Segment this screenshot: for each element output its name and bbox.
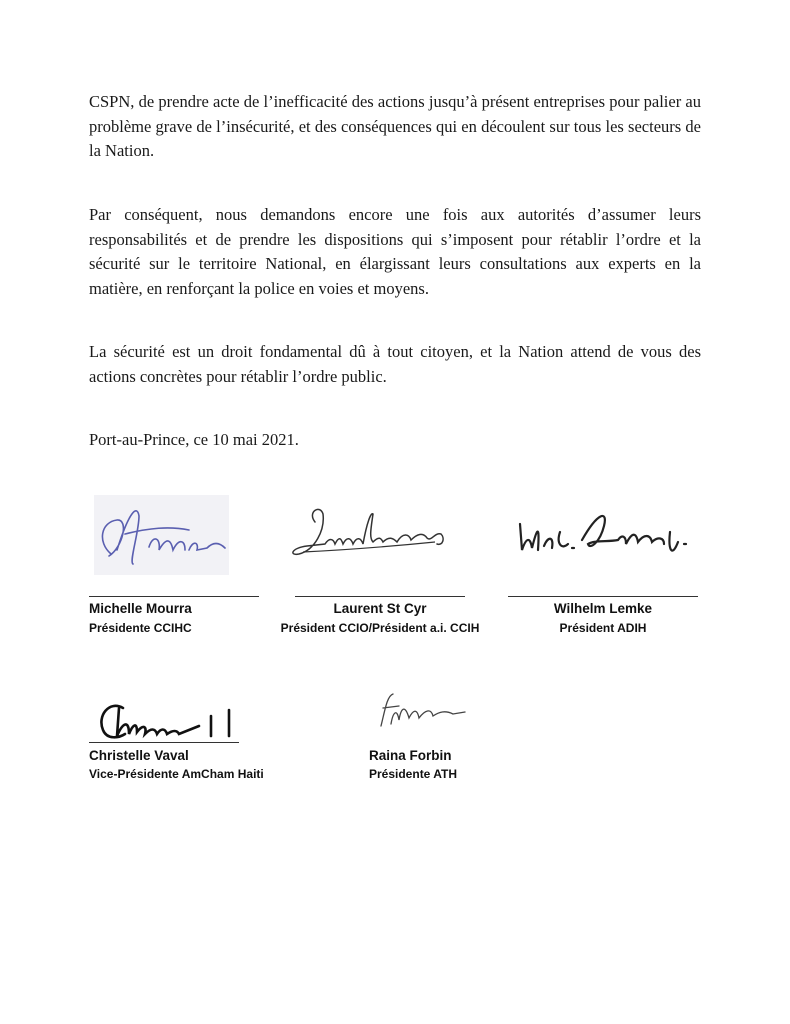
signatory-name: Laurent St Cyr	[333, 601, 427, 616]
signatory-title: Vice-Présidente AmCham Haiti	[89, 767, 264, 781]
handwritten-signature-forbin	[369, 690, 479, 735]
handwritten-signature-vaval	[89, 690, 269, 745]
signatory-name: Christelle Vaval	[89, 748, 189, 763]
handwritten-signature-mourra	[89, 492, 264, 582]
signatory-title: Présidente CCIHC	[89, 621, 192, 635]
body-paragraph-2: Par conséquent, nous demandons encore une fois aux autorités d’assumer leurs responsabilités et de prendre les dispositions qui s’imposent pour rétablir l’ordre et la sécurité sur le territoire National, en élargissant leurs consultations aux experts en la matière, en renforçant la police en voies et moyens.	[89, 205, 701, 298]
signature-block-stcyr	[255, 492, 505, 642]
signature-block-forbin	[369, 690, 549, 790]
signatory-title: Président CCIO/Président a.i. CCIH	[280, 621, 480, 635]
signature-block-vaval	[89, 690, 299, 790]
signatory-title: Président ADIH	[559, 621, 647, 635]
body-paragraph-1: CSPN, de prendre acte de l’inefficacité des actions jusqu’à présent entreprises pour palier au problème grave de l’insécurité, et des conséquences qui en découlent sur tous les secteurs de la Nation.	[89, 92, 701, 160]
date-line: Port-au-Prince, ce 10 mai 2021.	[89, 430, 299, 449]
signatory-name: Wilhelm Lemke	[553, 601, 653, 616]
signature-block-lemke	[508, 492, 703, 642]
signatory-name: Raina Forbin	[369, 748, 452, 763]
body-paragraph-3: La sécurité est un droit fondamental dû à tout citoyen, et la Nation attend de vous des actions concrètes pour rétablir l’ordre public.	[89, 342, 701, 386]
signatory-name: Michelle Mourra	[89, 601, 192, 616]
signature-block-mourra	[89, 492, 264, 642]
handwritten-signature-lemke	[508, 492, 703, 582]
handwritten-signature-stcyr	[285, 492, 535, 582]
signatory-title: Présidente ATH	[369, 767, 458, 781]
